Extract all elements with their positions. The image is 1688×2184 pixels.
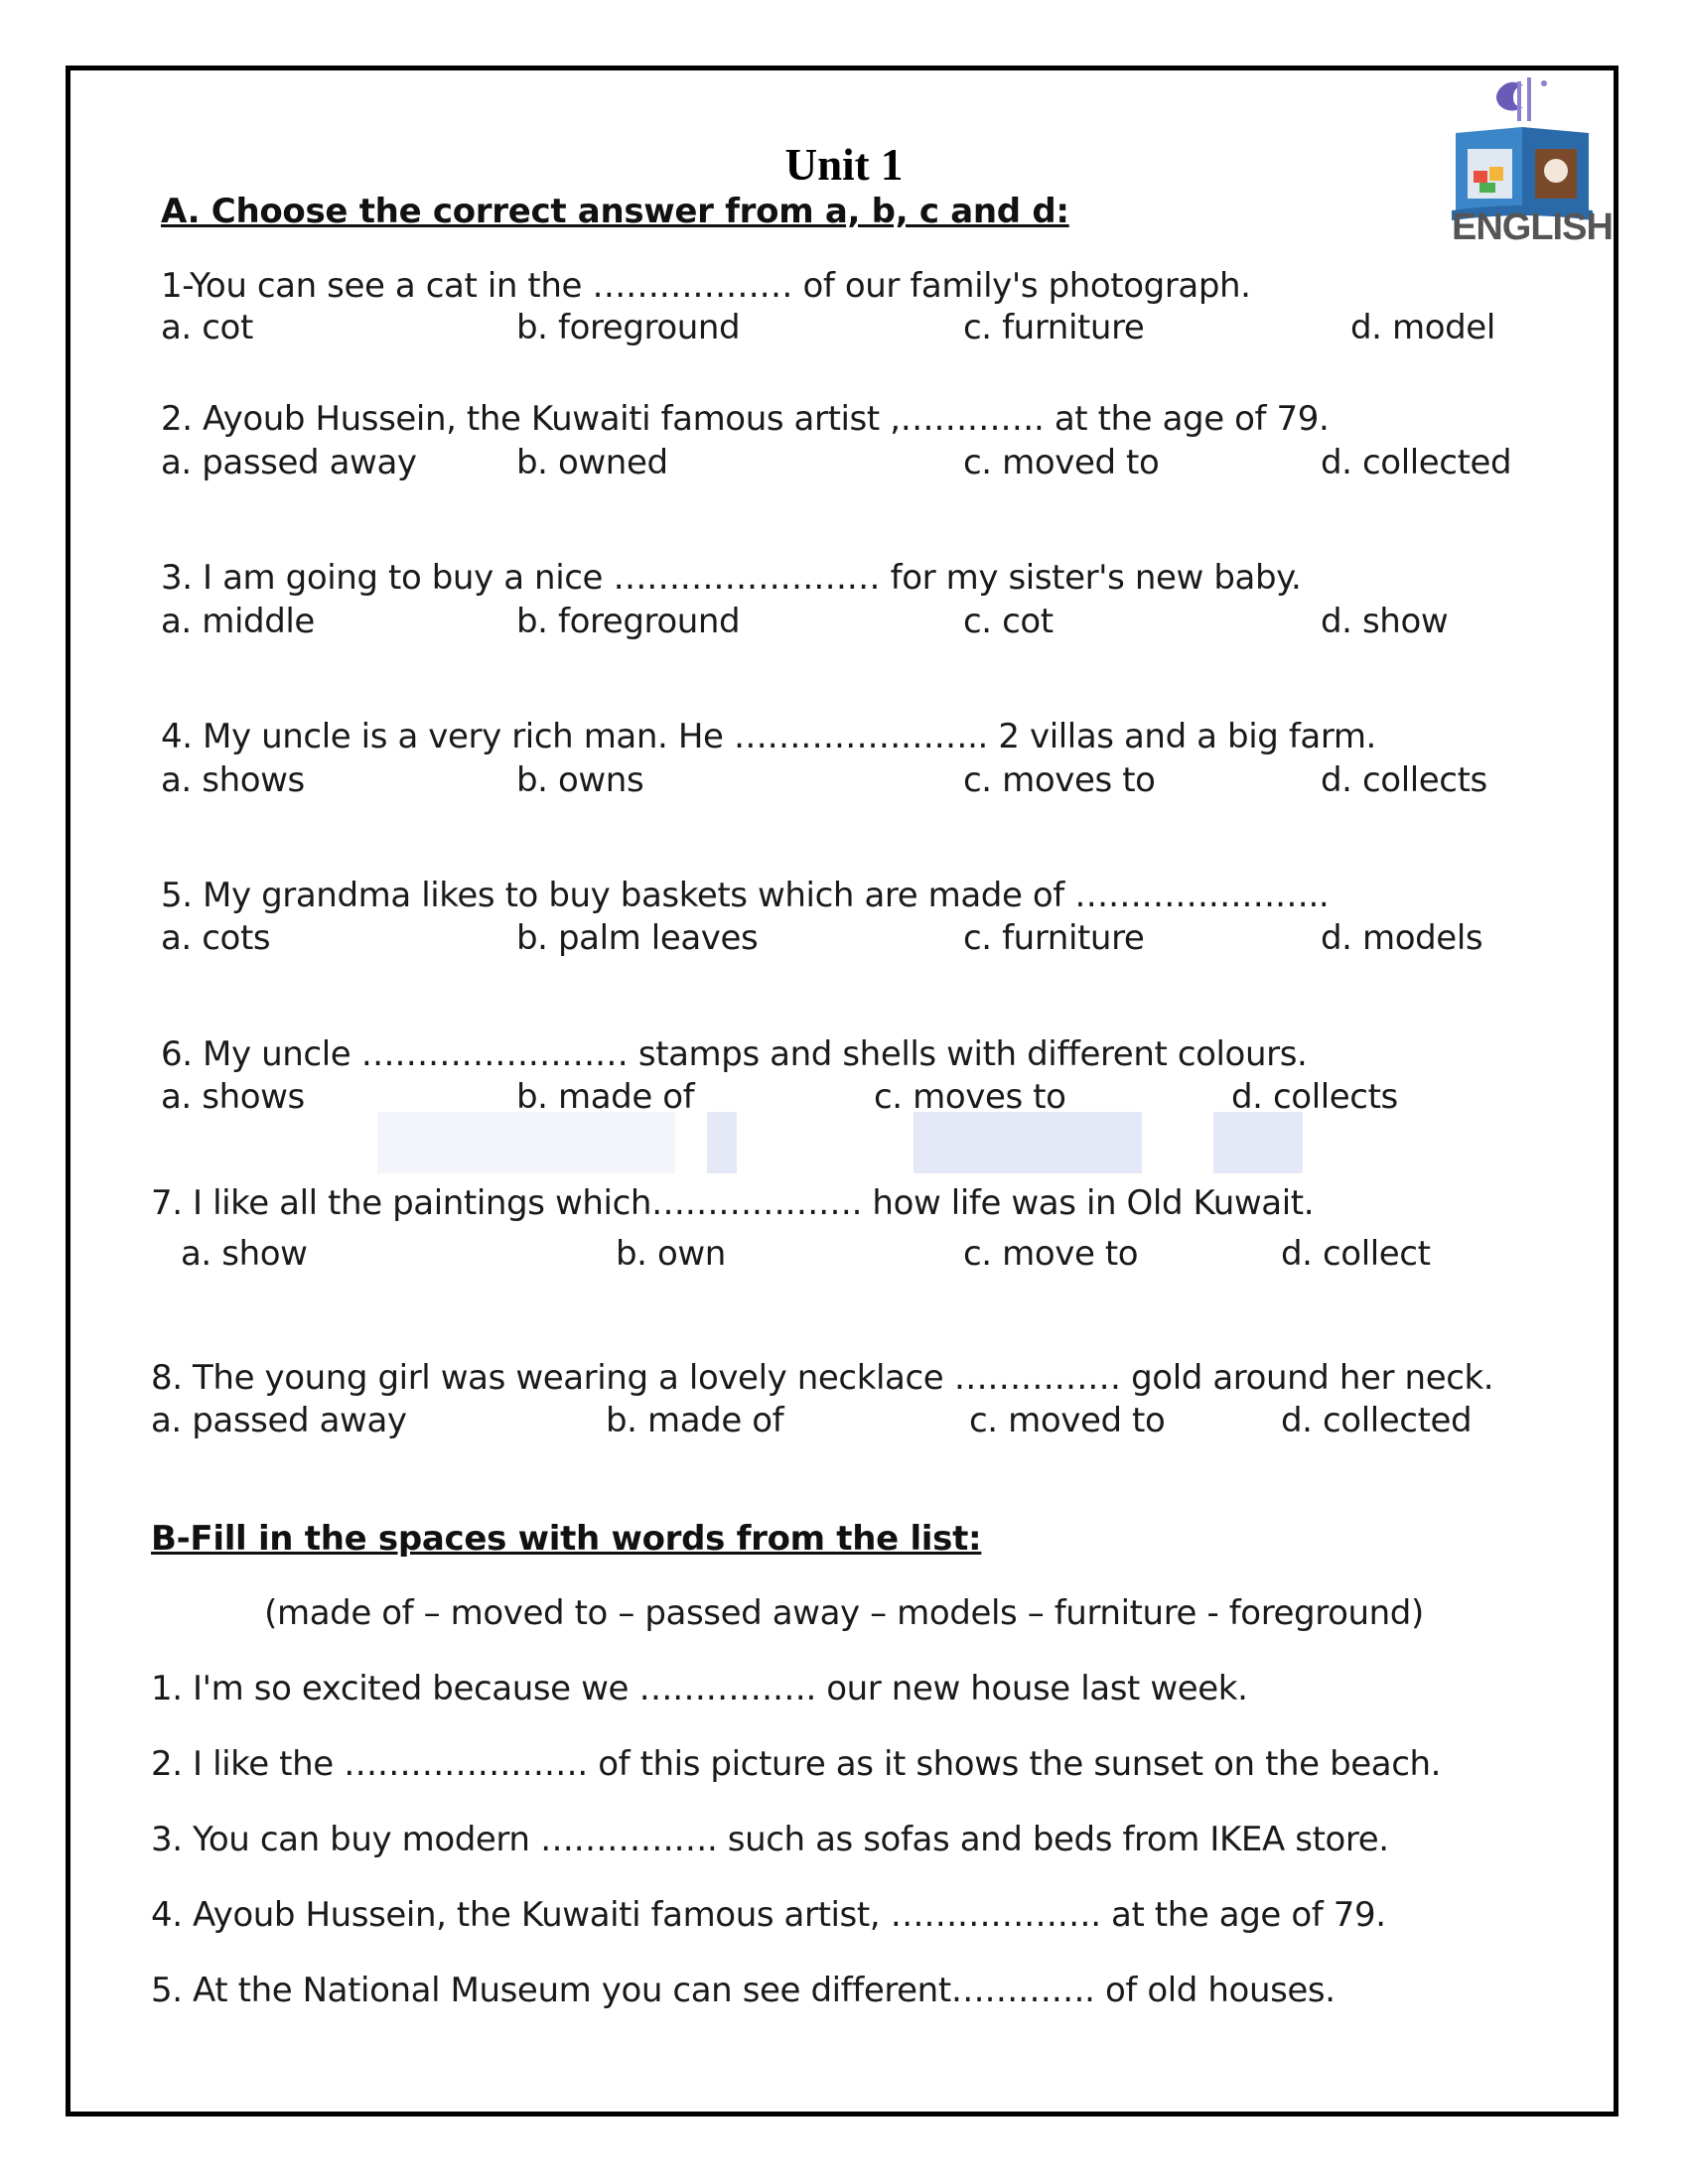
q4-option-d[interactable]: d. collects [1321, 760, 1487, 800]
q7-option-c[interactable]: c. move to [963, 1234, 1139, 1274]
section-a-heading: A. Choose the correct answer from a, b, c and d: [161, 192, 1069, 231]
question-2: 2. Ayoub Hussein, the Kuwaiti famous artist ,…………. at the age of 79. [161, 399, 1330, 439]
q8-option-c[interactable]: c. moved to [969, 1401, 1166, 1440]
q8-option-d[interactable]: d. collected [1281, 1401, 1473, 1440]
fill-sentence-3: 3. You can buy modern ……………. such as sofas and beds from IKEA store. [151, 1820, 1389, 1859]
q5-option-c[interactable]: c. furniture [963, 918, 1145, 958]
q5-option-b[interactable]: b. palm leaves [516, 918, 759, 958]
q2-option-b[interactable]: b. owned [516, 443, 668, 482]
q6-option-b[interactable]: b. made of [516, 1077, 695, 1117]
q6-option-c[interactable]: c. moves to [874, 1077, 1066, 1117]
fill-sentence-4: 4. Ayoub Hussein, the Kuwaiti famous artist, ………………. at the age of 79. [151, 1895, 1386, 1935]
q3-option-b[interactable]: b. foreground [516, 602, 741, 641]
q1-option-d[interactable]: d. model [1350, 308, 1495, 347]
q1-option-b[interactable]: b. foreground [516, 308, 741, 347]
watermark-block-3 [914, 1112, 1142, 1173]
watermark-block-2 [707, 1112, 737, 1173]
page-title: Unit 1 [784, 140, 904, 190]
question-7: 7. I like all the paintings which………………. how life was in Old Kuwait. [151, 1183, 1315, 1223]
question-4: 4. My uncle is a very rich man. He ………………….. 2 villas and a big farm. [161, 717, 1376, 756]
logo-label: ENGLISH [1452, 206, 1613, 248]
q8-option-b[interactable]: b. made of [606, 1401, 784, 1440]
section-b-heading: B-Fill in the spaces with words from the list: [151, 1519, 982, 1559]
q2-option-d[interactable]: d. collected [1321, 443, 1512, 482]
logo-mark-stroke-2 [1527, 77, 1531, 121]
logo-mark-dot [1541, 80, 1547, 86]
q8-option-a[interactable]: a. passed away [151, 1401, 407, 1440]
fill-sentence-1: 1. I'm so excited because we ……………. our new house last week. [151, 1669, 1248, 1708]
q6-option-d[interactable]: d. collects [1231, 1077, 1398, 1117]
q5-option-d[interactable]: d. models [1321, 918, 1483, 958]
q7-option-d[interactable]: d. collect [1281, 1234, 1431, 1274]
q7-option-a[interactable]: a. show [181, 1234, 308, 1274]
fill-sentence-5: 5. At the National Museum you can see different…………. of old houses. [151, 1971, 1336, 2010]
q1-option-c[interactable]: c. furniture [963, 308, 1145, 347]
question-8: 8. The young girl was wearing a lovely necklace …………… gold around her neck. [151, 1358, 1494, 1398]
logo-mark-stroke [1517, 81, 1521, 121]
q4-option-a[interactable]: a. shows [161, 760, 305, 800]
watermark-block-4 [1213, 1112, 1303, 1173]
q3-option-a[interactable]: a. middle [161, 602, 315, 641]
q5-option-a[interactable]: a. cots [161, 918, 271, 958]
q4-option-b[interactable]: b. owns [516, 760, 644, 800]
q2-option-a[interactable]: a. passed away [161, 443, 417, 482]
q2-option-c[interactable]: c. moved to [963, 443, 1160, 482]
question-5: 5. My grandma likes to buy baskets which are made of ………………….. [161, 876, 1330, 915]
word-list: (made of – moved to – passed away – models – furniture - foreground) [264, 1593, 1424, 1633]
q7-option-b[interactable]: b. own [616, 1234, 726, 1274]
q3-option-d[interactable]: d. show [1321, 602, 1449, 641]
question-6: 6. My uncle …………………… stamps and shells with different colours. [161, 1034, 1308, 1074]
question-1: 1-You can see a cat in the ……………… of our family's photograph. [161, 266, 1251, 306]
watermark-block-1 [377, 1112, 675, 1173]
question-3: 3. I am going to buy a nice …………………… for my sister's new baby. [161, 558, 1302, 598]
q3-option-c[interactable]: c. cot [963, 602, 1054, 641]
fill-sentence-2: 2. I like the …………………. of this picture as it shows the sunset on the beach. [151, 1744, 1442, 1784]
q4-option-c[interactable]: c. moves to [963, 760, 1156, 800]
q6-option-a[interactable]: a. shows [161, 1077, 305, 1117]
q1-option-a[interactable]: a. cot [161, 308, 253, 347]
